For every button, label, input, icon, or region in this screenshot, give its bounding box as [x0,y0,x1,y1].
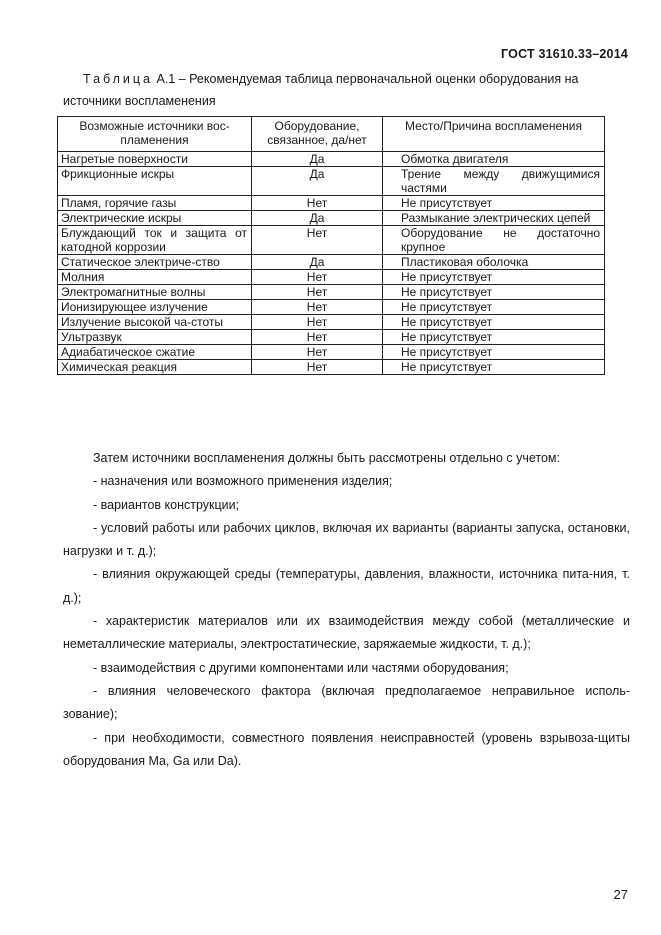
cell-place-cause: Пластиковая оболочка [383,255,605,270]
table-row [58,270,605,285]
header-sources: Возможные источники вос-пламенения [58,117,252,152]
page-number: 27 [613,887,628,902]
cell-source: Пламя, горячие газы [58,196,252,211]
list-item: - влияния человеческого фактора (включая предполагаемое неправильное исполь-зование); [63,683,630,722]
cell-source: Ультразвук [58,330,252,345]
cell-source: Статическое электриче-ство [58,255,252,270]
table-row [58,360,605,375]
cell-equipment: Да [252,255,383,270]
list-item: - назначения или возможного применения изделия; [93,474,393,489]
cell-place-cause: Оборудование не достаточно крупное [383,226,605,255]
cell-equipment: Нет [252,270,383,285]
cell-equipment: Нет [252,315,383,330]
cell-place-cause: Не присутствует [383,196,605,211]
cell-place-cause: Не присутствует [383,270,605,285]
cell-place-cause: Не присутствует [383,330,605,345]
cell-source: Блуждающий ток и защита от катодной коррозии [58,226,252,255]
cell-place-cause: Не присутствует [383,360,605,375]
list-item: - условий работы или рабочих циклов, включая их варианты (варианты запуска, остановки, нагрузки и т. д.); [63,520,630,559]
table-row [58,315,605,330]
standard-number: ГОСТ 31610.33–2014 [501,47,628,61]
cell-place-cause: Обмотка двигателя [383,152,605,167]
table-row [58,285,605,300]
list-item: - при необходимости, совместного появления неисправностей (уровень взрывоза-щиты оборудования Ma, Ga или Da). [63,730,630,768]
cell-source: Ионизирующее излучение [58,300,252,315]
cell-source: Излучение высокой ча-стоты [58,315,252,330]
cell-place-cause: Размыкание электрических цепей [383,211,605,226]
cell-source: Нагретые поверхности [58,152,252,167]
table-row [58,255,605,270]
table-row [58,211,605,226]
caption-label: Таблица [83,72,154,86]
list-item: - взаимодействия с другими компонентами или частями оборудования; [93,660,509,675]
cell-source: Молния [58,270,252,285]
table-caption [63,68,633,112]
table-row [58,345,605,360]
cell-place-cause: Не присутствует [383,300,605,315]
cell-place-cause: Не присутствует [383,285,605,300]
table-row [58,152,605,167]
table-row [58,167,605,196]
cell-equipment: Да [252,167,383,196]
cell-equipment: Да [252,211,383,226]
cell-place-cause: Трение между движущимися частями [383,167,605,196]
list-item: - вариантов конструкции; [93,497,240,512]
cell-place-cause: Не присутствует [383,345,605,360]
table-header-row [58,117,605,152]
list-item: - характеристик материалов или их взаимодействия между собой (металлические и неметаллические материалы, электростатические, заряжаемые жидкости, т. д.); [63,614,630,652]
table-body [58,152,605,375]
cell-source: Электрические искры [58,211,252,226]
table-row [58,300,605,315]
list-item: - влияния окружающей среды (температуры, давления, влажности, источника пита-ния, т. д.); [63,567,630,605]
cell-equipment: Нет [252,226,383,255]
ignition-sources-table [57,116,605,375]
caption-text: А.1 – Рекомендуемая таблица первоначальной оценки оборудования на источники воспламенения [63,72,579,108]
cell-source: Адиабатическое сжатие [58,345,252,360]
cell-source: Электромагнитные волны [58,285,252,300]
cell-equipment: Нет [252,330,383,345]
cell-source: Фрикционные искры [58,167,252,196]
cell-equipment: Нет [252,360,383,375]
cell-equipment: Нет [252,285,383,300]
table-row [58,330,605,345]
body-text [63,447,630,773]
table-row [58,196,605,211]
cell-equipment: Нет [252,196,383,211]
cell-equipment: Да [252,152,383,167]
header-equipment: Оборудование, связанное, да/нет [252,117,383,152]
cell-equipment: Нет [252,345,383,360]
table-row [58,226,605,255]
cell-place-cause: Не присутствует [383,315,605,330]
cell-equipment: Нет [252,300,383,315]
cell-source: Химическая реакция [58,360,252,375]
header-place-cause: Место/Причина воспламенения [383,117,605,152]
intro-paragraph: Затем источники воспламенения должны быть рассмотрены отдельно с учетом: [93,451,560,465]
